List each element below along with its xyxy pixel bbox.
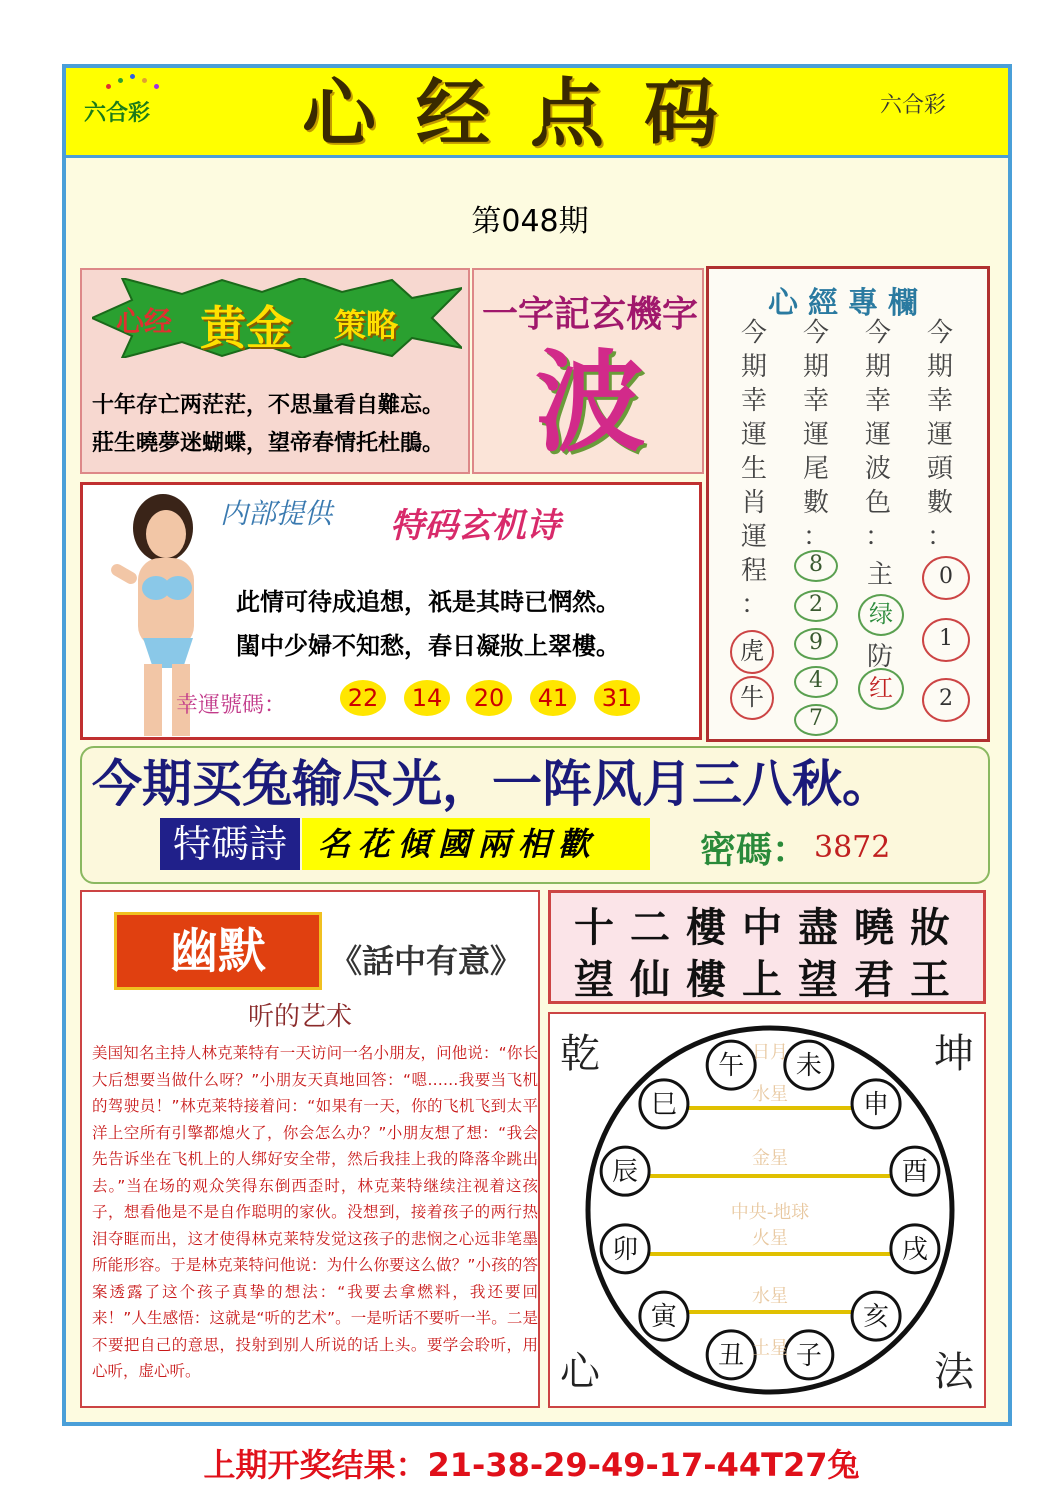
humor-logo: 幽默	[114, 912, 322, 990]
column-label-char: 期	[740, 352, 767, 382]
page-title: 心经点码	[302, 71, 758, 157]
column-label-char: 幸	[802, 386, 829, 416]
wheel-diagram	[580, 1018, 960, 1402]
planet-label: 水星	[752, 1084, 788, 1105]
tail-number: 2	[794, 590, 838, 622]
golden-banner-main: 黄金	[200, 301, 292, 355]
column-label-char: 運	[926, 420, 953, 450]
lucky-number-ball: 31	[594, 680, 640, 716]
column-label-char: ：	[802, 522, 829, 552]
xuanji-title: 一字記玄機字	[481, 294, 698, 335]
lucky-number-ball: 14	[404, 680, 450, 716]
column-label-char: 波	[864, 454, 891, 484]
secret-code-value: 3872	[814, 830, 891, 865]
golden-banner-suffix: 策略	[334, 306, 399, 344]
lucky-number-ball: 20	[466, 680, 512, 716]
planet-label: 中央-地球	[730, 1202, 810, 1223]
column-label-char: 尾	[802, 454, 829, 484]
column-label-char: 幸	[926, 386, 953, 416]
brand-logo-left: 六合彩	[84, 101, 151, 126]
head-number: 2	[922, 678, 970, 722]
branch-label: 酉	[901, 1157, 928, 1188]
branch-label: 午	[718, 1051, 745, 1082]
wheel-corner-top-left: 乾	[560, 1031, 600, 1077]
column-label-char: 幸	[740, 386, 767, 416]
head-number: 0	[922, 556, 970, 600]
inner-poem	[236, 580, 696, 670]
column-label-tail	[796, 316, 836, 554]
golden-banner-prefix: 心经	[116, 305, 173, 338]
inner-title-poem: 特码玄机诗	[390, 506, 560, 546]
brand-dots	[96, 74, 166, 94]
column-label-char: ：	[740, 590, 767, 620]
column-label-char: 運	[864, 420, 891, 450]
planet-label: 火星	[752, 1228, 788, 1249]
planet-label: 日月	[752, 1042, 788, 1063]
column-label-char: 今	[802, 318, 829, 348]
xuanji-character: 波	[535, 339, 645, 467]
column-title: 心經專欄	[768, 286, 928, 321]
wave-alt-color: 红	[858, 668, 904, 710]
planet-label: 水星	[752, 1286, 788, 1307]
wheel-corner-bottom-left: 心	[560, 1349, 600, 1395]
planet-label: 土星	[752, 1338, 788, 1359]
tail-number: 7	[794, 704, 838, 736]
humor-subtitle: 《話中有意》	[330, 942, 523, 980]
branch-label: 巳	[650, 1089, 677, 1120]
golden-poem-line-1: 十年存亡两茫茫，不思量看自難忘。	[92, 392, 445, 418]
column-label-char: ：	[926, 522, 953, 552]
column-label-char: 頭	[926, 454, 953, 484]
column-label-char: 數	[802, 488, 829, 518]
zodiac-value: 虎	[730, 630, 774, 674]
branch-label: 寅	[650, 1302, 677, 1333]
column-label-char: ：	[864, 522, 891, 552]
secret-code-label: 密碼：	[700, 830, 809, 871]
story-title: 听的艺术	[247, 1002, 352, 1032]
inner-poem-line-1: 此情可待成追想，祇是其時已惘然。	[236, 587, 620, 616]
branch-label: 亥	[863, 1302, 890, 1333]
branch-label: 戌	[901, 1234, 928, 1265]
wave-main-label: 主	[866, 560, 893, 590]
head-number: 1	[922, 618, 970, 662]
inner-title-provided: 内部提供	[220, 497, 333, 530]
column-label-char: 運	[740, 420, 767, 450]
column-label-char: 今	[926, 318, 953, 348]
column-label-char: 期	[802, 352, 829, 382]
wheel-corner-bottom-right: 法	[934, 1349, 974, 1395]
column-label-char: 運	[802, 420, 829, 450]
lucky-numbers-label: 幸運號碼：	[176, 693, 287, 718]
column-label-char: 運	[740, 522, 767, 552]
column-label-char: 肖	[740, 488, 767, 518]
column-label-char: 幸	[864, 386, 891, 416]
tail-number: 4	[794, 666, 838, 698]
tail-number: 9	[794, 628, 838, 660]
golden-poem-line-2: 莊生曉夢迷蝴蝶，望帝春情托杜鵑。	[92, 430, 445, 456]
wheel-corner-top-right: 坤	[934, 1031, 974, 1077]
slogan-text: 今期买兔输尽光，一阵风月三八秋。	[92, 754, 892, 813]
column-label-wave	[858, 316, 898, 554]
branch-label: 子	[795, 1340, 822, 1371]
last-draw-result: 上期开奖结果：21-38-29-49-17-44T27兔	[203, 1446, 860, 1484]
column-label-char: 數	[926, 488, 953, 518]
story-text: 美国知名主持人林克莱特有一天访问一名小朋友，问他说：“你长大后想要当做什么呀？”小朋友天真地回答：“嗯……我要当飞机的驾驶员！”林克莱特接着问：“如果有一天，你的飞机飞到太平洋上空所有引擎都熄火了，你会怎么办？”小朋友想了想：“我会先告诉坐在飞机上的人绑好安全带，然后我挂上我的降落伞跳出去。”当在场的观众笑得东倒西歪时，林克莱特继续注视着这孩子，想看他是不是自作聪明的家伙。没想到，接着孩子的两行热泪夺眶而出，这才使得林克莱特发觉这孩子的悲悯之心远非笔墨所能形容。于是林克莱特问他说：为什么你要这么做？”小孩的答案透露了这个孩子真挚的想法：“我要去拿燃料，我还要回来！”人生感悟：这就是“听的艺术”。一是听话不要听一半。二是不要把自己的意思，投射到别人所说的话上头。要学会聆听，用心听，虚心听。	[92, 1044, 538, 1380]
column-label-char: 色	[864, 488, 891, 518]
column-label-zodiac	[734, 316, 774, 622]
golden-poem	[92, 386, 462, 466]
column-label-char: 期	[864, 352, 891, 382]
planet-label: 金星	[752, 1148, 788, 1169]
wave-main-color: 绿	[858, 594, 904, 636]
zodiac-value: 牛	[730, 676, 774, 720]
right-poem-line-2: 望仙樓上望君王	[574, 956, 966, 1003]
wave-alt-label: 防	[866, 642, 893, 672]
branch-label: 未	[795, 1051, 822, 1082]
lucky-number-ball: 22	[340, 680, 386, 716]
column-label-char: 程	[740, 556, 767, 586]
issue-number: 第048期	[471, 204, 589, 239]
column-label-char: 今	[740, 318, 767, 348]
branch-label: 卯	[612, 1234, 639, 1265]
right-poem-line-1: 十二樓中盡曉妝	[574, 904, 966, 951]
column-label-char: 期	[926, 352, 953, 382]
column-label-char: 今	[864, 318, 891, 348]
branch-label: 申	[863, 1089, 890, 1120]
inner-poem-line-2: 閨中少婦不知愁，春日凝妝上翠樓。	[236, 631, 620, 660]
tail-number: 8	[794, 550, 838, 582]
special-poem-text: 名花傾國兩相歡	[302, 818, 650, 870]
branch-label: 丑	[718, 1340, 745, 1371]
branch-label: 辰	[612, 1157, 639, 1188]
brand-logo-right: 六合彩	[880, 93, 947, 118]
lucky-number-ball: 41	[530, 680, 576, 716]
column-label-head	[920, 316, 960, 554]
special-poem-label: 特碼詩	[160, 818, 300, 870]
column-label-char: 生	[740, 454, 767, 484]
